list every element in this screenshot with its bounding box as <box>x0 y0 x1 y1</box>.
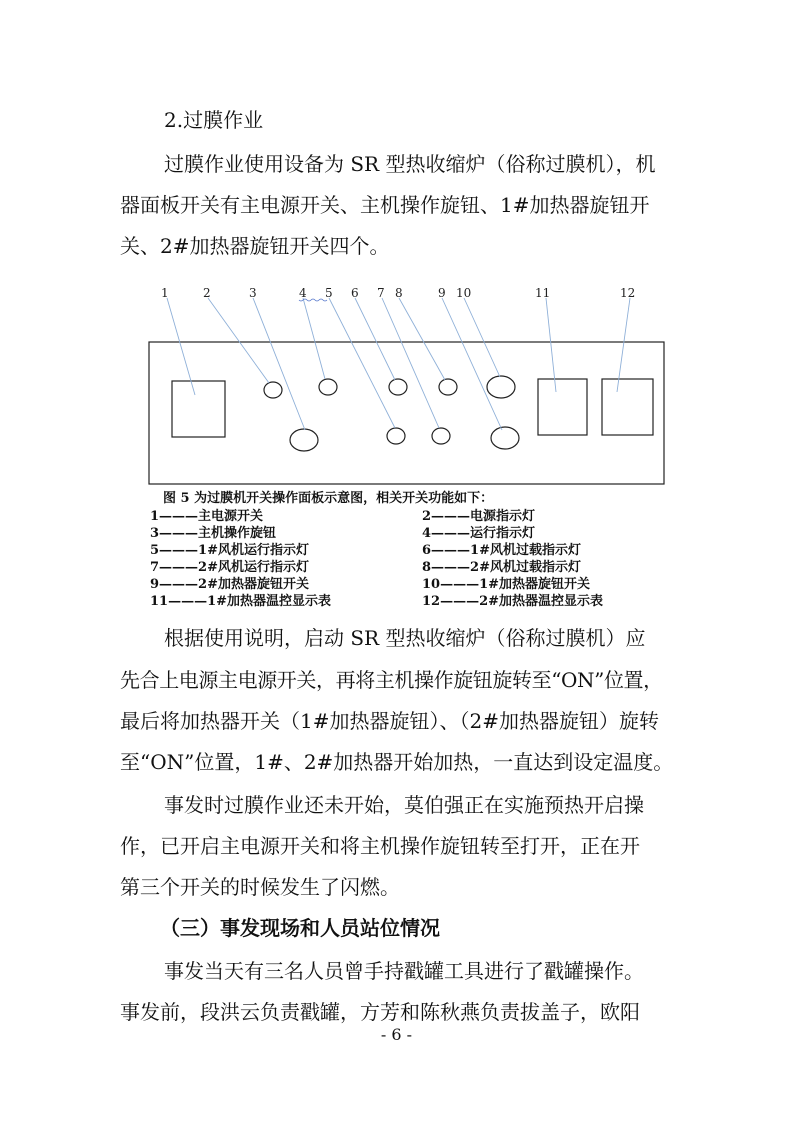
heater1-knob <box>487 376 515 398</box>
main-operation-knob <box>290 429 318 451</box>
leader-line-5 <box>329 298 395 428</box>
paragraph-2-line-2: 先合上电源主电源开关，再将主机操作旋钮旋转至“ON”位置， <box>120 668 663 692</box>
subheading: （三）事发现场和人员站位情况 <box>160 916 440 940</box>
heater1-temp-display <box>538 379 587 435</box>
figure-caption: 图 5 为过膜机开关操作面板示意图，相关开关功能如下： <box>163 491 494 506</box>
leader-line-2 <box>208 298 269 383</box>
leader-line-6 <box>355 298 395 380</box>
leader-line-4 <box>303 298 325 379</box>
figure-number-11: 11 <box>535 286 551 300</box>
fan1-overload-light <box>389 379 407 395</box>
run-indicator-light <box>319 379 337 395</box>
legend-item: 4———运行指示灯 <box>422 526 536 541</box>
legend-item: 3———主机操作旋钮 <box>150 526 277 541</box>
leader-line-7 <box>382 298 439 428</box>
paragraph-2-line-1: 根据使用说明，启动 SR 型热收缩炉（俗称过膜机）应 <box>164 626 646 650</box>
figure-number-6: 6 <box>351 286 359 300</box>
figure-number-1: 1 <box>161 286 169 300</box>
leader-line-9 <box>442 298 502 430</box>
legend-item: 11———1#加热器温控显示表 <box>150 594 332 609</box>
heater2-temp-display <box>602 379 653 435</box>
page-number: - 6 - <box>380 1025 413 1044</box>
spellcheck-underline <box>299 299 327 301</box>
legend-item: 2———电源指示灯 <box>422 509 536 524</box>
leader-line-12 <box>617 298 630 392</box>
fan2-run-light <box>432 428 450 444</box>
paragraph-3-line-1: 事发时过膜作业还未开始，莫伯强正在实施预热开启操 <box>164 793 644 817</box>
paragraph-2-line-4: 至“ON”位置，1#、2#加热器开始加热，一直达到设定温度。 <box>120 750 674 774</box>
main-power-switch <box>172 381 225 437</box>
figure-number-12: 12 <box>620 286 636 300</box>
figure-number-5: 5 <box>325 286 333 300</box>
power-indicator-light <box>264 382 282 398</box>
figure-number-9: 9 <box>438 286 446 300</box>
legend-item: 1———主电源开关 <box>150 509 264 524</box>
paragraph-1-line-1: 过膜作业使用设备为 SR 型热收缩炉（俗称过膜机），机 <box>164 152 656 176</box>
legend-item: 8———2#风机过载指示灯 <box>422 560 581 575</box>
legend-item: 9———2#加热器旋钮开关 <box>150 577 309 592</box>
paragraph-2-line-3: 最后将加热器开关（1#加热器旋钮）、（2#加热器旋钮）旋转 <box>120 709 659 733</box>
section-heading: 2.过膜作业 <box>164 108 264 132</box>
figure-number-3: 3 <box>249 286 257 300</box>
figure-number-8: 8 <box>395 286 403 300</box>
figure-number-4: 4 <box>299 286 307 300</box>
legend-item: 7———2#风机运行指示灯 <box>150 560 309 575</box>
paragraph-1-line-2: 器面板开关有主电源开关、主机操作旋钮、1#加热器旋钮开 <box>120 193 650 217</box>
fan2-overload-light <box>439 379 457 395</box>
paragraph-4-line-2: 事发前，段洪云负责戳罐，方芳和陈秋燕负责拔盖子，欧阳 <box>120 1000 640 1024</box>
paragraph-4-line-1: 事发当天有三名人员曾手持戳罐工具进行了戳罐操作。 <box>164 959 644 983</box>
paragraph-3-line-3: 第三个开关的时候发生了闪燃。 <box>120 875 400 899</box>
figure-number-2: 2 <box>203 286 211 300</box>
figure-number-7: 7 <box>377 286 385 300</box>
legend-item: 12———2#加热器温控显示表 <box>422 594 604 609</box>
leader-line-3 <box>253 298 305 430</box>
fan1-run-light <box>387 428 405 444</box>
heater2-knob <box>491 427 519 449</box>
figure-number-10: 10 <box>456 286 472 300</box>
leader-line-10 <box>464 298 500 377</box>
legend-item: 6———1#风机过载指示灯 <box>422 543 581 558</box>
leader-line-11 <box>546 298 556 392</box>
paragraph-3-line-2: 作，已开启主电源开关和将主机操作旋钮转至打开，正在开 <box>120 834 640 858</box>
legend-item: 5———1#风机运行指示灯 <box>150 543 309 558</box>
control-panel-diagram <box>145 280 665 490</box>
legend-item: 10———1#加热器旋钮开关 <box>422 577 591 592</box>
leader-line-8 <box>399 298 445 380</box>
paragraph-1-line-3: 关、2#加热器旋钮开关四个。 <box>120 234 390 258</box>
